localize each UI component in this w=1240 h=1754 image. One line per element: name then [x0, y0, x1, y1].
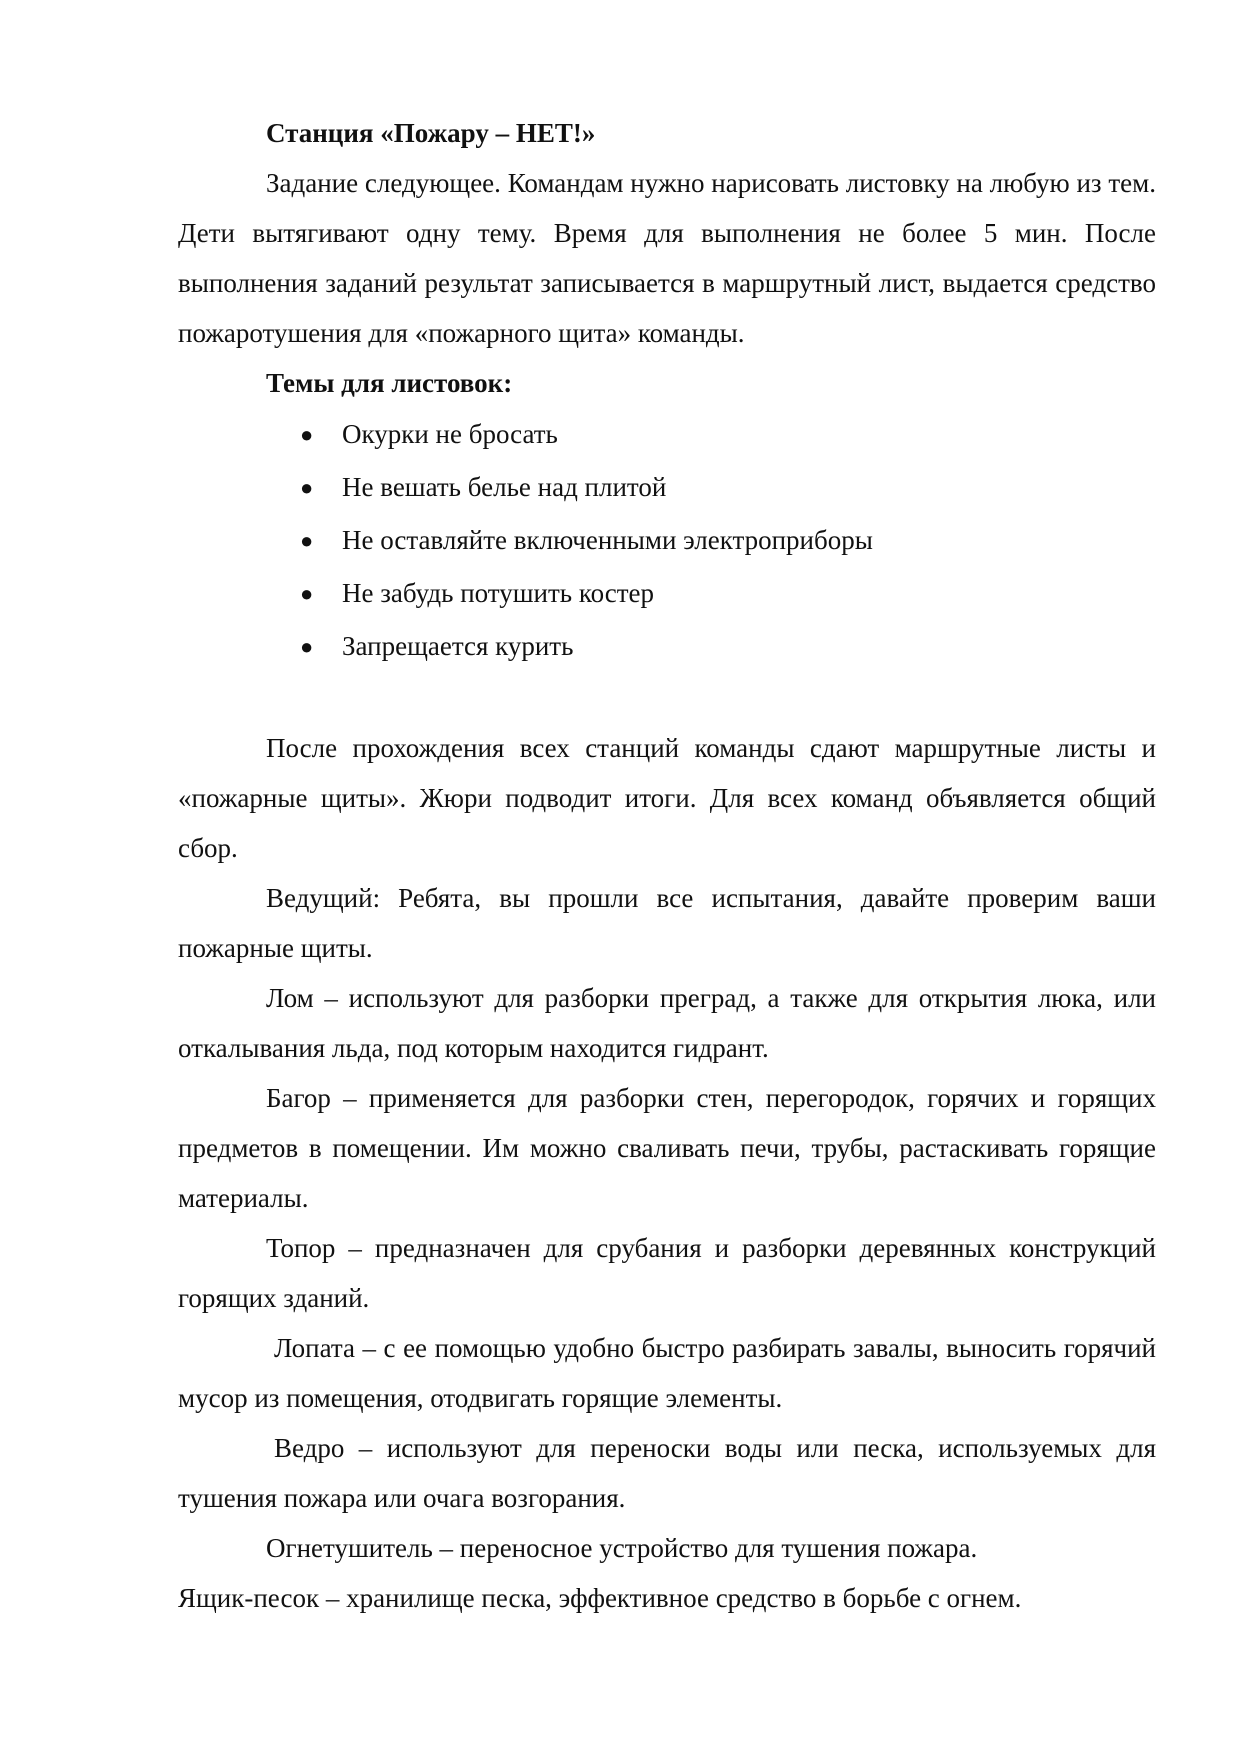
spacer: [178, 673, 1156, 723]
list-item: ● Окурки не бросать: [342, 408, 1156, 461]
bagor-paragraph: Багор – применяется для разборки стен, перегородок, горячих и горящих предметов в помещении. Им можно сваливать печи, трубы, растаскивать горящие материалы.: [178, 1083, 1156, 1213]
lopata-paragraph: Лопата – с ее помощью удобно быстро разбирать завалы, выносить горячий мусор из помещения, отодвигать горящие элементы.: [178, 1333, 1156, 1413]
station-title: Станция «Пожару – НЕТ!»: [266, 118, 596, 148]
topics-list: [178, 408, 1156, 673]
task-paragraph: Задание следующее. Командам нужно нарисовать листовку на любую из тем. Дети вытягивают одну тему. Время для выполнения не более 5 мин. После выполнения заданий результат записывается в маршрутный лист, выдается средство пожаротушения для «пожарного щита» команды.: [178, 168, 1156, 348]
yaschik-paragraph: Ящик-песок – хранилище песка, эффективное средство в борьбе с огнем.: [178, 1583, 1022, 1613]
vedro-paragraph: Ведро – используют для переноски воды или песка, используемых для тушения пожара или очага возгорания.: [178, 1433, 1156, 1513]
bullet-icon: ●: [300, 581, 314, 606]
lom-paragraph: Лом – используют для разборки преград, а также для открытия люка, или откалывания льда, под которым находится гидрант.: [178, 983, 1156, 1063]
topics-heading: Темы для листовок:: [266, 368, 513, 398]
topor-paragraph: Топор – предназначен для срубания и разборки деревянных конструкций горящих зданий.: [178, 1233, 1156, 1313]
ognetushitel-paragraph: Огнетушитель – переносное устройство для тушения пожара.: [266, 1533, 978, 1563]
bullet-icon: ●: [300, 528, 314, 553]
bullet-icon: ●: [300, 634, 314, 659]
list-item: ● Не оставляйте включенными электроприборы: [342, 514, 1156, 567]
list-item: ● Не забудь потушить костер: [342, 567, 1156, 620]
finish-paragraph: После прохождения всех станций команды сдают маршрутные листы и «пожарные щиты». Жюри подводит итоги. Для всех команд объявляется общий сбор.: [178, 733, 1156, 863]
host-paragraph: Ведущий: Ребята, вы прошли все испытания, давайте проверим ваши пожарные щиты.: [178, 883, 1156, 963]
document-page: [178, 108, 1156, 1623]
bullet-icon: ●: [300, 475, 314, 500]
list-item: ● Не вешать белье над плитой: [342, 461, 1156, 514]
list-item: ● Запрещается курить: [342, 620, 1156, 673]
bullet-icon: ●: [300, 422, 314, 447]
